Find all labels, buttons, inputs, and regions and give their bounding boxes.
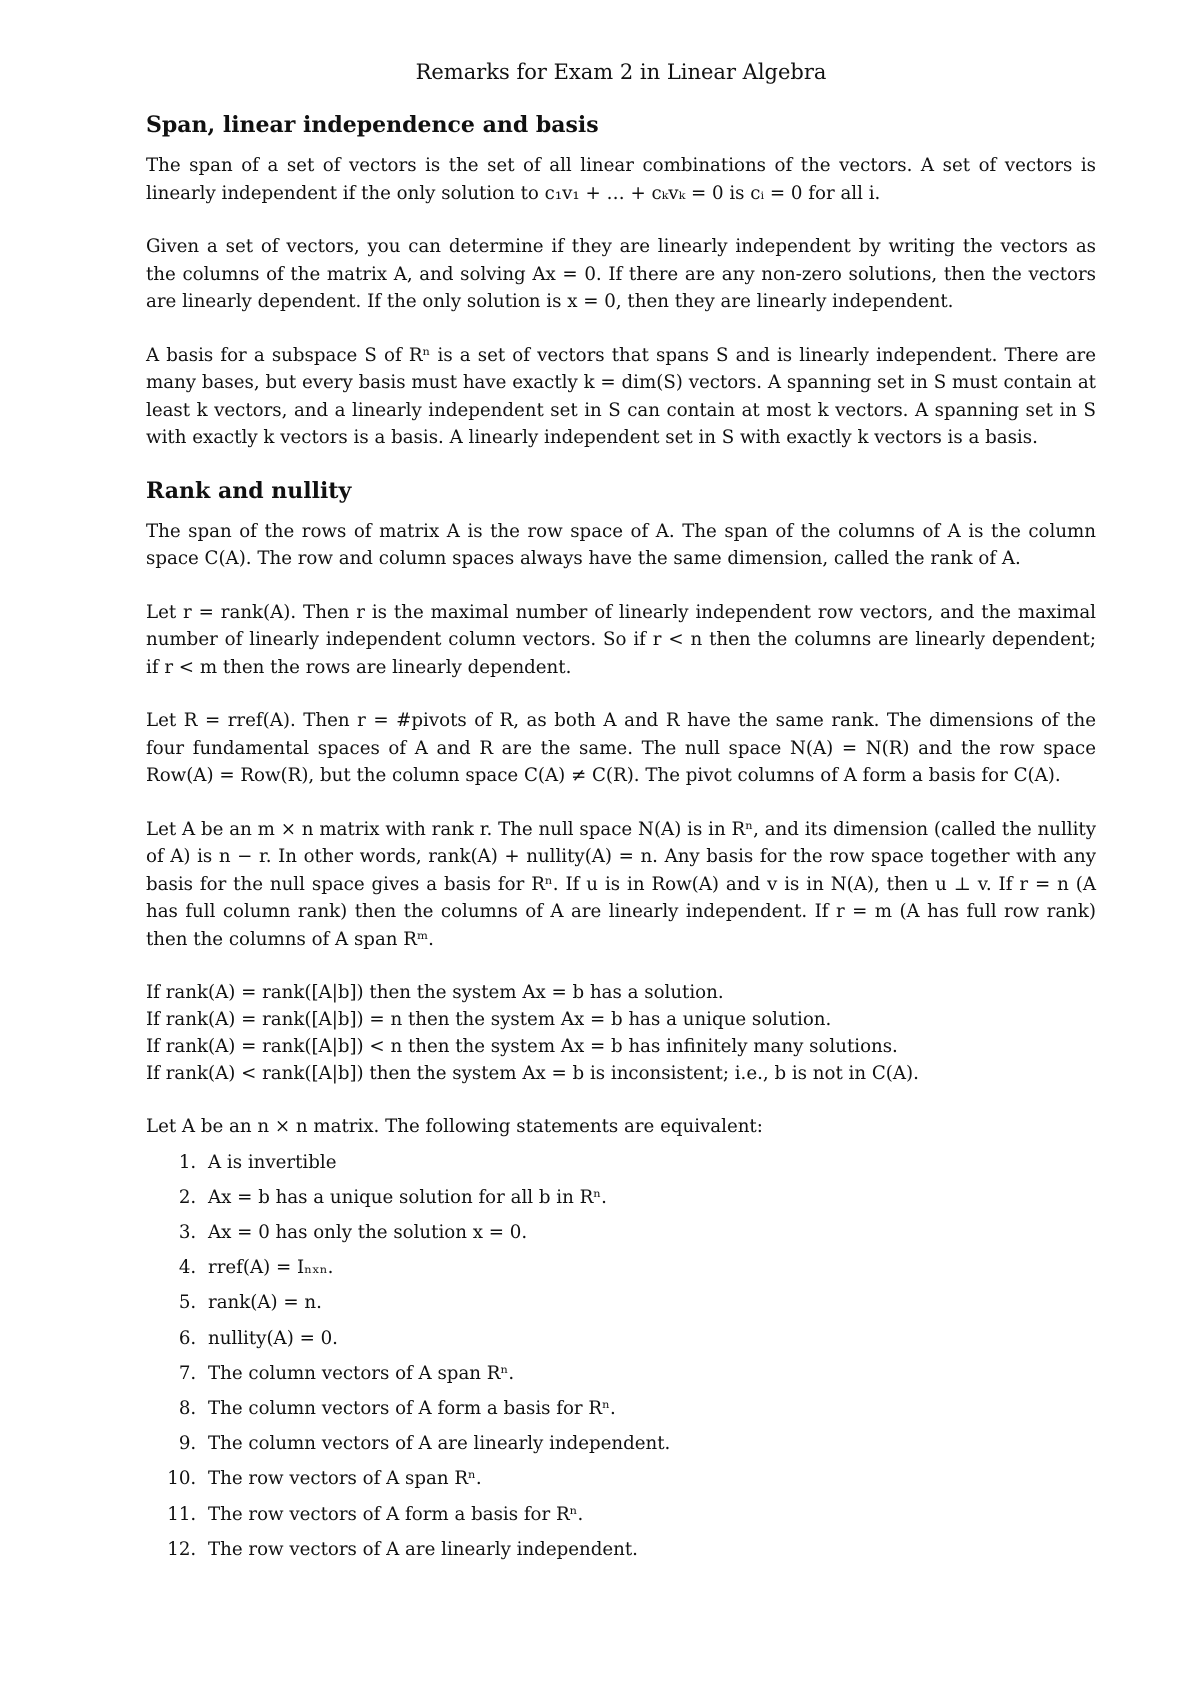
rank-condition-line: If rank(A) = rank([A|b]) < n then the system Ax = b has infinitely many solutions.: [146, 1036, 898, 1057]
list-item: 11. The row vectors of A form a basis for Rⁿ.: [202, 1497, 1096, 1532]
rank-condition-line: If rank(A) < rank([A|b]) then the system Ax = b is inconsistent; i.e., b is not in C(A).: [146, 1063, 919, 1084]
paragraph: A basis for a subspace S of Rⁿ is a set of vectors that spans S and is linearly independent. There are many bases, but every basis must have exactly k = dim(S) vectors. A spanning set in S must contain at least k vectors, and a linearly independent set in S can contain at most k vectors. A spanning set in S with exactly k vectors is a basis. A linearly independent set in S with exactly k vectors is a basis.: [146, 344, 1096, 448]
list-item: 8. The column vectors of A form a basis for Rⁿ.: [202, 1391, 1096, 1426]
equivalence-list: [146, 1145, 1096, 1567]
section-heading: Span, linear independence and basis: [146, 112, 599, 138]
paragraph: The span of the rows of matrix A is the row space of A. The span of the columns of A is the column space C(A). The row and column spaces always have the same dimension, called the rank of A.: [146, 520, 1096, 569]
list-item: 3. Ax = 0 has only the solution x = 0.: [202, 1215, 1096, 1250]
list-item: 6. nullity(A) = 0.: [202, 1321, 1096, 1356]
paragraph: Let R = rref(A). Then r = #pivots of R, as both A and R have the same rank. The dimensions of the four fundamental spaces of A and R are the same. The null space N(A) = N(R) and the row space Row(A) = Row(R), but the column space C(A) ≠ C(R). The pivot columns of A form a basis for C(A).: [146, 710, 1096, 786]
section-rank-nullity: [146, 478, 1096, 1567]
document-title: Remarks for Exam 2 in Linear Algebra: [415, 60, 827, 84]
list-item: 4. rref(A) = Iₙₓₙ.: [202, 1250, 1096, 1285]
list-item: 1. A is invertible: [202, 1145, 1096, 1180]
list-item: 12. The row vectors of A are linearly independent.: [202, 1532, 1096, 1567]
section-span-independence-basis: [146, 112, 1096, 452]
list-item: 10. The row vectors of A span Rⁿ.: [202, 1461, 1096, 1496]
list-item: 5. rank(A) = n.: [202, 1285, 1096, 1320]
rank-condition-line: If rank(A) = rank([A|b]) then the system Ax = b has a solution.: [146, 982, 724, 1003]
list-item: 7. The column vectors of A span Rⁿ.: [202, 1356, 1096, 1391]
paragraph: Given a set of vectors, you can determine if they are linearly independent by writing the vectors as the columns of the matrix A, and solving Ax = 0. If there are any non-zero solutions, then the vectors are linearly dependent. If the only solution is x = 0, then they are linearly independent.: [146, 236, 1096, 312]
paragraph: Let r = rank(A). Then r is the maximal number of linearly independent row vectors, and the maximal number of linearly independent column vectors. So if r < n then the columns are linearly dependent; if r < m then the rows are linearly dependent.: [146, 601, 1096, 678]
list-item: 2. Ax = b has a unique solution for all b in Rⁿ.: [202, 1180, 1096, 1215]
paragraph: The span of a set of vectors is the set of all linear combinations of the vectors. A set of vectors is linearly independent if the only solution to c₁v₁ + … + cₖvₖ = 0 is cᵢ = 0 for all i.: [146, 155, 1096, 204]
paragraph: Let A be an m × n matrix with rank r. The null space N(A) is in Rⁿ, and its dimension (called the nullity of A) is n − r. In other words, rank(A) + nullity(A) = n. Any basis for the row space together with any basis for the null space gives a basis for Rⁿ. If u is in Row(A) and v is in N(A), then u ⊥ v. If r = n (A has full column rank) then the columns of A are linearly independent. If r = m (A has full row rank) then the columns of A span Rᵐ.: [146, 818, 1096, 950]
document-page: [146, 60, 1096, 1567]
rank-conditions: [146, 979, 1096, 1087]
rank-condition-line: If rank(A) = rank([A|b]) = n then the system Ax = b has a unique solution.: [146, 1009, 832, 1030]
section-heading: Rank and nullity: [146, 477, 352, 504]
list-item: 9. The column vectors of A are linearly independent.: [202, 1426, 1096, 1461]
equivalence-intro: Let A be an n × n matrix. The following statements are equivalent:: [146, 1116, 763, 1137]
